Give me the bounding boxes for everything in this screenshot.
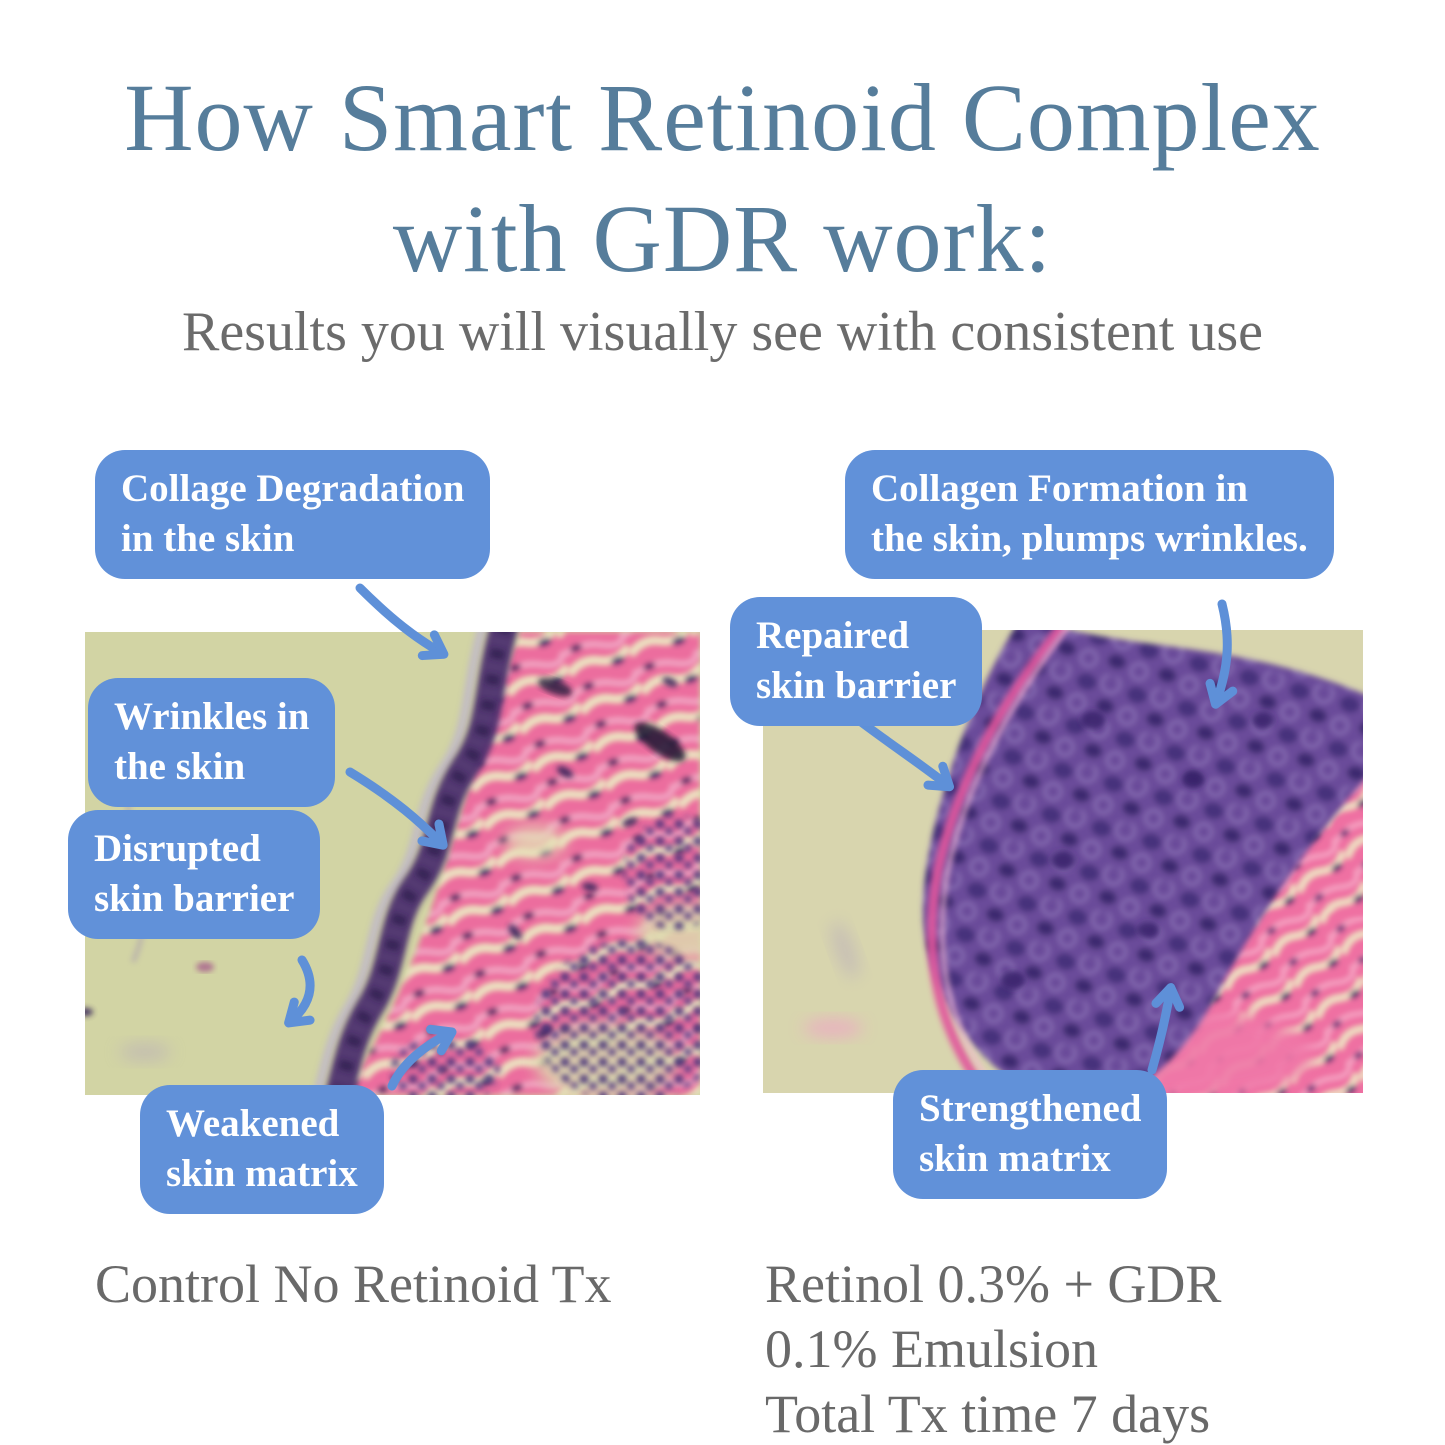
callout-collagen-degradation bbox=[95, 450, 490, 579]
title-line-1: How Smart Retinoid Complex bbox=[124, 64, 1321, 171]
callout-collagen-formation bbox=[845, 450, 1334, 579]
caption-line: 0.1% Emulsion bbox=[765, 1318, 1098, 1379]
page-title bbox=[0, 58, 1445, 300]
caption-line: Total Tx time 7 days bbox=[765, 1383, 1211, 1444]
callout-disrupted-barrier bbox=[68, 810, 320, 939]
caption-control bbox=[95, 1252, 612, 1317]
callout-line: Repaired bbox=[756, 614, 910, 657]
callout-line: skin barrier bbox=[756, 663, 957, 707]
callout-weakened-matrix bbox=[140, 1085, 384, 1214]
callout-line: skin matrix bbox=[166, 1151, 358, 1195]
page-subtitle: Results you will visually see with consistent use bbox=[181, 301, 1264, 363]
callout-line: the skin, plumps wrinkles. bbox=[871, 516, 1308, 560]
callout-line: in the skin bbox=[121, 516, 295, 560]
callout-line: Wrinkles in bbox=[114, 695, 310, 738]
callout-line: Strengthened bbox=[919, 1087, 1142, 1130]
callout-repaired-barrier bbox=[730, 597, 982, 726]
callout-line: skin barrier bbox=[94, 876, 295, 920]
callout-line: Collage Degradation bbox=[121, 467, 465, 510]
caption-line: Retinol 0.3% + GDR bbox=[765, 1254, 1222, 1314]
callout-line: Disrupted bbox=[94, 827, 261, 870]
caption-treated bbox=[765, 1252, 1221, 1445]
callout-line: skin matrix bbox=[919, 1136, 1111, 1180]
title-line-2: with GDR work: bbox=[392, 184, 1053, 292]
callout-wrinkles bbox=[88, 678, 335, 807]
callout-line: Weakened bbox=[166, 1102, 340, 1145]
caption-line: Control No Retinoid Tx bbox=[95, 1254, 612, 1314]
callout-strengthened-matrix bbox=[893, 1070, 1167, 1199]
callout-line: Collagen Formation in bbox=[871, 467, 1248, 510]
callout-line: the skin bbox=[114, 744, 246, 788]
